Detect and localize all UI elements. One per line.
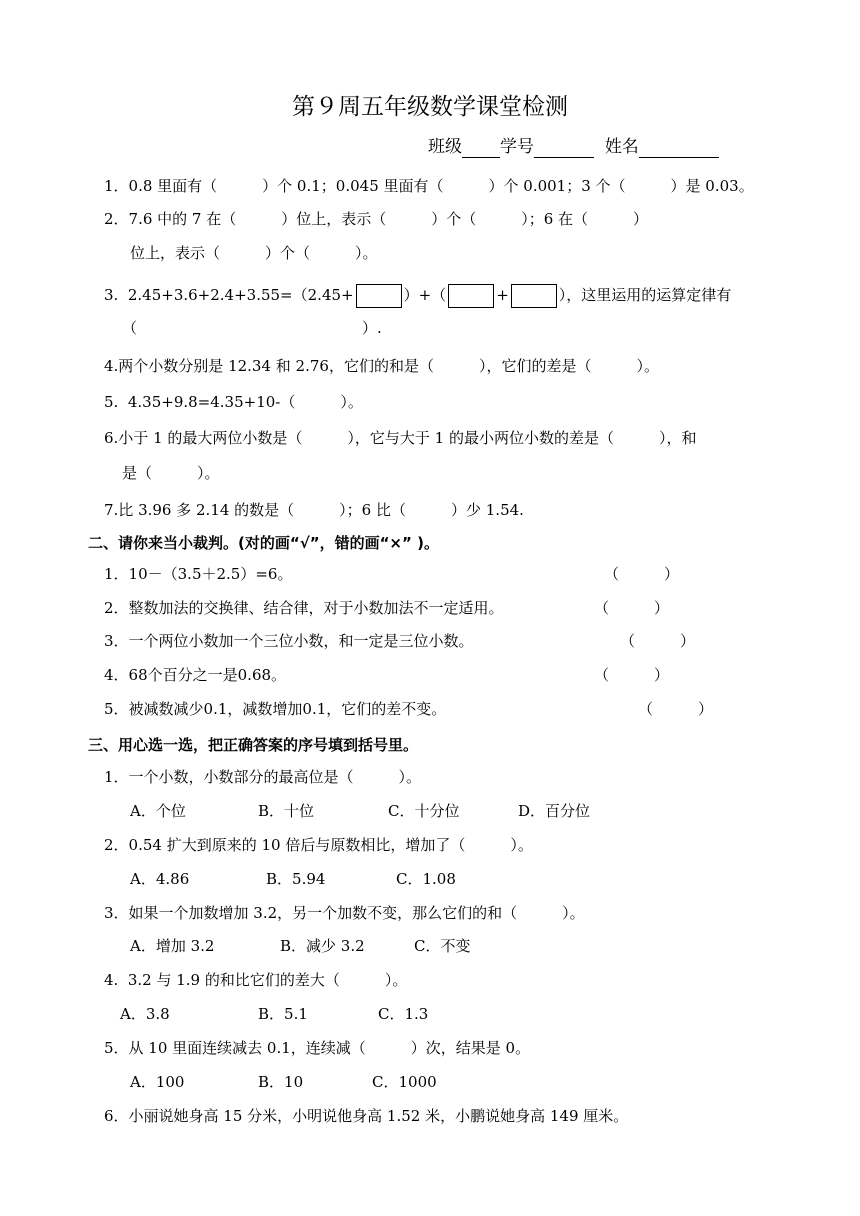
question-1-1: 1．0.8 里面有（ ）个 0.1；0.045 里面有（ ）个 0.001；3 个（ ）是 0.03。 [104, 177, 754, 195]
choice-4-option-b[interactable]: B．5.1 [258, 1005, 308, 1023]
q3-part-b: ）+（ [403, 286, 447, 304]
judge-item-2: 2．整数加法的交换律、结合律，对于小数加法不一定适用。 [104, 599, 504, 617]
name-blank[interactable] [639, 137, 719, 158]
number-blank[interactable] [534, 137, 594, 158]
question-1-2-line2: 位上，表示（ ）个（ ）。 [130, 244, 378, 262]
judge-item-5: 5．被减数减少0.1，减数增加0.1，它们的差不变。 [104, 700, 447, 718]
number-label: 学号 [500, 137, 534, 157]
judge-paren-4[interactable]: （ ） [594, 666, 670, 684]
choice-question-1: 1．一个小数，小数部分的最高位是（ ）。 [104, 768, 422, 786]
choice-5-option-c[interactable]: C．1000 [372, 1073, 437, 1091]
class-label: 班级 [428, 137, 462, 157]
question-1-3-line1 [104, 284, 731, 308]
choice-5-option-b[interactable]: B．10 [258, 1073, 304, 1091]
choice-2-option-a[interactable]: A．4.86 [130, 870, 190, 888]
page-title: 第９周五年级数学课堂检测 [292, 94, 568, 120]
choice-4-option-a[interactable]: A．3.8 [120, 1005, 170, 1023]
answer-box-3[interactable] [511, 284, 557, 308]
choice-question-5: 5．从 10 里面连续减去 0.1，连续减（ ）次，结果是 0。 [104, 1039, 531, 1057]
question-1-5: 5. 4.35+9.8=4.35+10-（ ）。 [104, 393, 363, 411]
choice-1-option-c[interactable]: C．十分位 [388, 802, 460, 820]
question-1-7: 7.比 3.96 多 2.14 的数是（ ）；6 比（ ）少 1.54. [104, 501, 524, 519]
choice-1-option-a[interactable]: A．个位 [130, 802, 186, 820]
section-2-heading: 二、请你来当小裁判。(对的画“√”，错的画“×” )。 [88, 534, 439, 552]
choice-question-2: 2．0.54 扩大到原来的 10 倍后与原数相比，增加了（ ）。 [104, 836, 533, 854]
judge-paren-2[interactable]: （ ） [594, 599, 670, 617]
judge-paren-1[interactable]: （ ） [604, 565, 680, 583]
choice-2-option-b[interactable]: B．5.94 [266, 870, 326, 888]
student-info [428, 136, 719, 158]
judge-item-1: 1．10－（3.5＋2.5）=6。 [104, 565, 293, 583]
judge-paren-3[interactable]: （ ） [620, 632, 696, 650]
q3-part-a: 3. 2.45+3.6+2.4+3.55=（2.45+ [104, 286, 354, 304]
question-1-4: 4.两个小数分别是 12.34 和 2.76，它们的和是（ ），它们的差是（ ）。 [104, 357, 659, 375]
question-1-6-line1: 6.小于 1 的最大两位小数是（ ），它与大于 1 的最小两位小数的差是（ ），和 [104, 429, 697, 447]
choice-question-3: 3．如果一个加数增加 3.2，另一个加数不变，那么它们的和（ ）。 [104, 904, 585, 922]
judge-paren-5[interactable]: （ ） [638, 700, 714, 718]
question-1-3-line2: （ ）. [122, 319, 382, 337]
judge-item-3: 3．一个两位小数加一个三位小数，和一定是三位小数。 [104, 632, 474, 650]
choice-question-4: 4. 3.2 与 1.9 的和比它们的差大（ ）。 [104, 971, 408, 989]
choice-question-6: 6．小丽说她身高 15 分米，小明说他身高 1.52 米，小鹏说她身高 149 厘米。 [104, 1107, 629, 1125]
answer-box-2[interactable] [448, 284, 494, 308]
section-3-heading: 三、用心选一选，把正确答案的序号填到括号里。 [88, 736, 419, 754]
answer-box-1[interactable] [356, 284, 402, 308]
choice-3-option-c[interactable]: C．不变 [414, 937, 471, 955]
question-1-2-line1: 2．7.6 中的 7 在（ ）位上，表示（ ）个（ ）；6 在（ ） [104, 210, 649, 228]
choice-2-option-c[interactable]: C．1.08 [396, 870, 456, 888]
question-1-6-line2: 是（ ）。 [122, 464, 220, 482]
choice-5-option-a[interactable]: A．100 [130, 1073, 185, 1091]
judge-item-4: 4．68个百分之一是0.68。 [104, 666, 287, 684]
choice-1-option-d[interactable]: D．百分位 [518, 802, 591, 820]
choice-3-option-b[interactable]: B．减少 3.2 [280, 937, 365, 955]
class-blank[interactable] [462, 137, 500, 158]
q3-plus: + [496, 286, 509, 304]
choice-3-option-a[interactable]: A．增加 3.2 [130, 937, 215, 955]
choice-4-option-c[interactable]: C．1.3 [378, 1005, 429, 1023]
choice-1-option-b[interactable]: B．十位 [258, 802, 315, 820]
name-label: 姓名 [604, 137, 639, 157]
q3-part-c: ），这里运用的运算定律有 [558, 286, 732, 304]
